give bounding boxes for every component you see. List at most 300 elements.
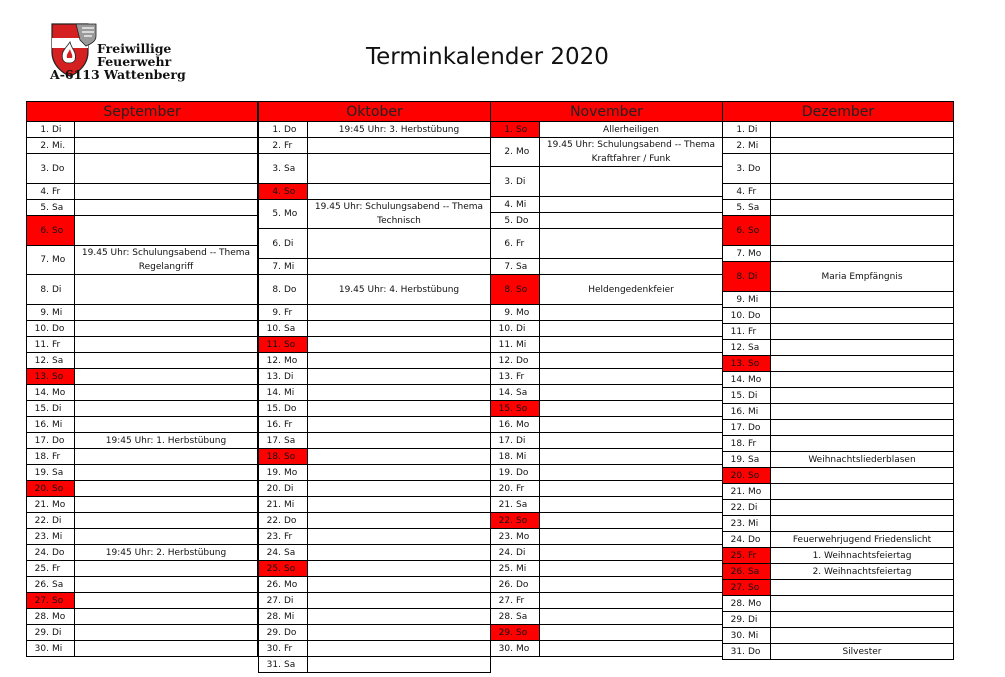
day-number: 28. bbox=[498, 611, 513, 622]
day-cell bbox=[491, 167, 540, 197]
table-row bbox=[491, 138, 723, 167]
table-row bbox=[259, 200, 491, 229]
table-row bbox=[723, 216, 954, 246]
table-row bbox=[723, 404, 954, 420]
day-cell bbox=[259, 417, 308, 433]
event-cell bbox=[540, 545, 723, 561]
day-cell bbox=[27, 200, 75, 216]
month-table-september bbox=[26, 101, 258, 657]
day-number: 5. bbox=[504, 215, 513, 226]
event-cell bbox=[75, 529, 258, 545]
event-cell bbox=[540, 641, 723, 657]
day-number: 12. bbox=[266, 355, 281, 366]
weekday-label: Fr bbox=[516, 595, 525, 606]
day-number: 22. bbox=[730, 502, 745, 513]
event-cell bbox=[540, 369, 723, 385]
day-cell bbox=[259, 229, 308, 259]
day-number: 2. bbox=[272, 140, 281, 151]
event-cell bbox=[540, 609, 723, 625]
event-cell bbox=[771, 404, 954, 420]
table-row bbox=[723, 452, 954, 468]
event-cell bbox=[540, 625, 723, 641]
day-cell bbox=[723, 484, 771, 500]
event-cell bbox=[75, 385, 258, 401]
weekday-label: Di bbox=[748, 390, 758, 401]
weekday-label: Fr bbox=[284, 419, 293, 430]
event-cell bbox=[75, 593, 258, 609]
table-row bbox=[723, 292, 954, 308]
fire-brigade-logo bbox=[50, 22, 186, 94]
month-table-november bbox=[490, 101, 723, 657]
day-cell bbox=[723, 532, 771, 548]
event-cell bbox=[308, 305, 491, 321]
day-number: 23. bbox=[498, 531, 513, 542]
weekday-label: Mi bbox=[516, 563, 527, 574]
table-row bbox=[491, 321, 723, 337]
weekday-label: Do bbox=[748, 534, 761, 545]
day-number: 12. bbox=[730, 342, 745, 353]
event-cell bbox=[771, 154, 954, 184]
day-number: 6. bbox=[736, 225, 745, 236]
weekday-label: Sa bbox=[516, 499, 528, 510]
weekday-label: Fr bbox=[748, 438, 757, 449]
event-cell bbox=[308, 465, 491, 481]
table-row bbox=[27, 401, 258, 417]
table-row bbox=[259, 641, 491, 657]
day-number: 13. bbox=[730, 358, 745, 369]
day-cell bbox=[491, 641, 540, 657]
day-number: 19. bbox=[498, 467, 513, 478]
day-number: 15. bbox=[266, 403, 281, 414]
event-cell bbox=[771, 420, 954, 436]
day-cell bbox=[259, 184, 308, 200]
table-row bbox=[723, 628, 954, 644]
table-row bbox=[723, 200, 954, 216]
day-number: 4. bbox=[272, 186, 281, 197]
event-cell: 19.45 Uhr: Schulungsabend -- Thema Technisch bbox=[308, 200, 491, 229]
event-cell bbox=[540, 481, 723, 497]
weekday-label: So bbox=[748, 582, 760, 593]
event-cell bbox=[308, 449, 491, 465]
weekday-label: Do bbox=[516, 355, 529, 366]
day-cell bbox=[491, 593, 540, 609]
weekday-label: Di bbox=[516, 547, 526, 558]
day-cell bbox=[259, 561, 308, 577]
weekday-label: Mi bbox=[52, 643, 63, 654]
weekday-label: Mi bbox=[748, 630, 759, 641]
day-number: 6. bbox=[504, 238, 513, 249]
event-cell bbox=[308, 433, 491, 449]
day-cell bbox=[27, 449, 75, 465]
weekday-label: Mo bbox=[284, 467, 298, 478]
day-cell bbox=[259, 259, 308, 275]
weekday-label: Fr bbox=[52, 339, 61, 350]
day-number: 27. bbox=[730, 582, 745, 593]
weekday-label: Mo bbox=[284, 579, 298, 590]
event-cell: 19.45 Uhr: Schulungsabend -- Thema Regelangriff bbox=[75, 246, 258, 275]
day-cell bbox=[27, 385, 75, 401]
event-cell bbox=[75, 369, 258, 385]
weekday-label: Do bbox=[284, 515, 297, 526]
weekday-label: Di bbox=[748, 124, 758, 135]
weekday-label: Mo bbox=[748, 486, 762, 497]
day-cell bbox=[491, 625, 540, 641]
weekday-label: Mo bbox=[52, 611, 66, 622]
day-cell bbox=[723, 262, 771, 292]
month-table-oktober bbox=[258, 101, 491, 673]
table-row bbox=[723, 532, 954, 548]
event-cell bbox=[771, 340, 954, 356]
event-cell bbox=[75, 138, 258, 154]
weekday-label: Di bbox=[284, 483, 294, 494]
day-cell bbox=[491, 122, 540, 138]
table-row bbox=[723, 420, 954, 436]
day-cell bbox=[27, 481, 75, 497]
event-cell bbox=[540, 337, 723, 353]
weekday-label: Di bbox=[52, 627, 62, 638]
event-cell bbox=[75, 353, 258, 369]
day-cell bbox=[27, 138, 75, 154]
table-row bbox=[259, 561, 491, 577]
day-number: 1. bbox=[736, 124, 745, 135]
event-cell bbox=[75, 337, 258, 353]
table-row bbox=[723, 246, 954, 262]
day-number: 23. bbox=[34, 531, 49, 542]
day-cell bbox=[723, 644, 771, 660]
event-cell bbox=[540, 497, 723, 513]
weekday-label: So bbox=[516, 627, 528, 638]
day-number: 28. bbox=[34, 611, 49, 622]
weekday-label: Mo bbox=[748, 374, 762, 385]
day-cell bbox=[491, 609, 540, 625]
day-number: 23. bbox=[730, 518, 745, 529]
day-number: 15. bbox=[730, 390, 745, 401]
day-number: 11. bbox=[498, 339, 513, 350]
weekday-label: Fr bbox=[284, 140, 293, 151]
event-cell bbox=[308, 353, 491, 369]
day-number: 14. bbox=[498, 387, 513, 398]
event-cell bbox=[540, 449, 723, 465]
day-number: 1. bbox=[272, 124, 281, 135]
table-row bbox=[491, 417, 723, 433]
table-row bbox=[259, 259, 491, 275]
weekday-label: Do bbox=[52, 435, 65, 446]
weekday-label: Sa bbox=[748, 454, 760, 465]
table-row bbox=[491, 337, 723, 353]
day-number: 5. bbox=[272, 209, 281, 219]
table-row bbox=[259, 529, 491, 545]
day-cell bbox=[259, 609, 308, 625]
event-cell bbox=[75, 577, 258, 593]
day-cell bbox=[259, 337, 308, 353]
day-cell bbox=[491, 433, 540, 449]
event-cell bbox=[75, 497, 258, 513]
table-row bbox=[27, 417, 258, 433]
event-cell bbox=[540, 213, 723, 229]
day-number: 12. bbox=[34, 355, 49, 366]
event-cell bbox=[540, 305, 723, 321]
day-cell bbox=[723, 292, 771, 308]
day-number: 17. bbox=[266, 435, 281, 446]
day-cell bbox=[723, 324, 771, 340]
day-cell bbox=[27, 122, 75, 138]
day-number: 5. bbox=[736, 202, 745, 213]
table-row bbox=[259, 609, 491, 625]
table-row bbox=[27, 529, 258, 545]
day-number: 29. bbox=[730, 614, 745, 625]
table-row bbox=[27, 246, 258, 275]
day-number: 4. bbox=[504, 199, 513, 210]
event-cell bbox=[540, 401, 723, 417]
day-number: 8. bbox=[736, 271, 745, 282]
day-cell bbox=[491, 561, 540, 577]
day-number: 10. bbox=[730, 310, 745, 321]
event-cell bbox=[771, 138, 954, 154]
event-cell bbox=[771, 356, 954, 372]
event-cell: 19:45 Uhr: 1. Herbstübung bbox=[75, 433, 258, 449]
weekday-label: Mi bbox=[748, 294, 759, 305]
day-cell bbox=[27, 577, 75, 593]
event-cell bbox=[771, 596, 954, 612]
day-number: 22. bbox=[498, 515, 513, 526]
weekday-label: Mi bbox=[516, 199, 527, 210]
day-number: 25. bbox=[498, 563, 513, 574]
weekday-label: So bbox=[284, 563, 296, 574]
day-number: 7. bbox=[504, 261, 513, 272]
day-number: 21. bbox=[498, 499, 513, 510]
day-number: 30. bbox=[730, 630, 745, 641]
weekday-label: Fr bbox=[516, 483, 525, 494]
table-row bbox=[259, 138, 491, 154]
day-cell bbox=[723, 200, 771, 216]
weekday-label: Di bbox=[52, 124, 62, 135]
event-cell bbox=[771, 324, 954, 340]
weekday-label: Do bbox=[516, 215, 529, 226]
day-number: 13. bbox=[266, 371, 281, 382]
weekday-label: Di bbox=[284, 595, 294, 606]
day-cell bbox=[723, 184, 771, 200]
day-number: 11. bbox=[266, 339, 281, 350]
event-cell bbox=[75, 122, 258, 138]
day-cell bbox=[27, 641, 75, 657]
day-number: 3. bbox=[272, 163, 281, 174]
weekday-label: Mi bbox=[748, 518, 759, 529]
table-row bbox=[259, 433, 491, 449]
day-number: 9. bbox=[40, 307, 49, 318]
day-number: 7. bbox=[40, 255, 49, 265]
day-number: 27. bbox=[266, 595, 281, 606]
day-cell bbox=[27, 593, 75, 609]
weekday-label: Sa bbox=[284, 435, 296, 446]
weekday-label: Mi bbox=[516, 451, 527, 462]
day-number: 8. bbox=[272, 284, 281, 295]
day-number: 31. bbox=[730, 646, 745, 657]
day-cell bbox=[723, 246, 771, 262]
day-cell bbox=[723, 548, 771, 564]
day-number: 11. bbox=[34, 339, 49, 350]
event-cell bbox=[540, 513, 723, 529]
table-row bbox=[27, 625, 258, 641]
weekday-label: Mi bbox=[52, 419, 63, 430]
table-row bbox=[491, 305, 723, 321]
table-row bbox=[491, 275, 723, 305]
weekday-label: Mo bbox=[52, 499, 66, 510]
table-row bbox=[723, 154, 954, 184]
event-cell: Feuerwehrjugend Friedenslicht bbox=[771, 532, 954, 548]
table-row bbox=[491, 497, 723, 513]
table-row bbox=[723, 262, 954, 292]
day-cell bbox=[723, 516, 771, 532]
event-cell bbox=[75, 305, 258, 321]
table-row bbox=[491, 259, 723, 275]
event-cell: 19:45 Uhr: 2. Herbstübung bbox=[75, 545, 258, 561]
event-cell bbox=[308, 513, 491, 529]
event-cell bbox=[75, 154, 258, 184]
table-row bbox=[27, 154, 258, 184]
day-number: 21. bbox=[730, 486, 745, 497]
weekday-label: Do bbox=[748, 163, 761, 174]
day-cell bbox=[491, 385, 540, 401]
day-number: 22. bbox=[266, 515, 281, 526]
event-cell bbox=[75, 481, 258, 497]
event-cell bbox=[771, 500, 954, 516]
weekday-label: Do bbox=[516, 579, 529, 590]
weekday-label: Fr bbox=[748, 186, 757, 197]
day-number: 24. bbox=[266, 547, 281, 558]
day-cell bbox=[491, 577, 540, 593]
weekday-label: Mi bbox=[284, 387, 295, 398]
table-row bbox=[491, 577, 723, 593]
table-row bbox=[259, 321, 491, 337]
weekday-label: Di bbox=[284, 371, 294, 382]
weekday-label: Mi. bbox=[52, 140, 66, 151]
event-cell bbox=[308, 657, 491, 673]
day-number: 14. bbox=[34, 387, 49, 398]
day-number: 21. bbox=[34, 499, 49, 510]
day-number: 23. bbox=[266, 531, 281, 542]
day-cell bbox=[491, 213, 540, 229]
day-cell bbox=[491, 497, 540, 513]
weekday-label: Sa bbox=[748, 342, 760, 353]
event-cell bbox=[308, 641, 491, 657]
table-row bbox=[27, 545, 258, 561]
event-cell: 1. Weihnachtsfeiertag bbox=[771, 548, 954, 564]
day-number: 22. bbox=[34, 515, 49, 526]
day-number: 15. bbox=[498, 403, 513, 414]
table-row bbox=[27, 138, 258, 154]
logo-line-2: Feuerwehr bbox=[97, 54, 172, 69]
day-cell bbox=[491, 138, 540, 167]
table-row bbox=[27, 369, 258, 385]
day-number: 16. bbox=[266, 419, 281, 430]
table-row bbox=[491, 449, 723, 465]
day-cell bbox=[491, 337, 540, 353]
weekday-label: Fr bbox=[52, 186, 61, 197]
day-cell bbox=[259, 385, 308, 401]
day-number: 19. bbox=[34, 467, 49, 478]
event-cell bbox=[771, 628, 954, 644]
day-cell bbox=[27, 497, 75, 513]
table-row bbox=[27, 385, 258, 401]
day-cell bbox=[259, 321, 308, 337]
event-cell bbox=[308, 184, 491, 200]
weekday-label: Di bbox=[516, 323, 526, 334]
weekday-label: Sa bbox=[748, 202, 760, 213]
weekday-label: Fr bbox=[748, 326, 757, 337]
event-cell bbox=[771, 372, 954, 388]
weekday-label: Fr bbox=[284, 643, 293, 654]
day-number: 27. bbox=[34, 595, 49, 606]
day-number: 25. bbox=[730, 550, 745, 561]
day-number: 30. bbox=[266, 643, 281, 654]
table-row bbox=[259, 481, 491, 497]
table-row bbox=[259, 513, 491, 529]
table-row bbox=[259, 369, 491, 385]
day-number: 29. bbox=[498, 627, 513, 638]
day-cell bbox=[259, 625, 308, 641]
event-cell bbox=[75, 641, 258, 657]
day-number: 3. bbox=[736, 163, 745, 174]
month-header: November bbox=[491, 102, 723, 122]
weekday-label: Do bbox=[748, 310, 761, 321]
weekday-label: So bbox=[52, 371, 64, 382]
weekday-label: Fr bbox=[516, 238, 525, 249]
table-row bbox=[491, 122, 723, 138]
weekday-label: Mo bbox=[284, 355, 298, 366]
table-row bbox=[259, 353, 491, 369]
table-row bbox=[259, 417, 491, 433]
day-number: 11. bbox=[730, 326, 745, 337]
day-number: 12. bbox=[498, 355, 513, 366]
event-cell bbox=[75, 513, 258, 529]
event-cell bbox=[771, 216, 954, 246]
weekday-label: Di bbox=[52, 284, 62, 295]
table-row bbox=[491, 481, 723, 497]
table-row bbox=[259, 305, 491, 321]
table-row bbox=[27, 561, 258, 577]
event-cell bbox=[75, 417, 258, 433]
weekday-label: Di bbox=[52, 515, 62, 526]
event-cell bbox=[308, 481, 491, 497]
day-number: 17. bbox=[34, 435, 49, 446]
event-cell bbox=[75, 609, 258, 625]
weekday-label: Fr bbox=[516, 371, 525, 382]
table-row bbox=[723, 580, 954, 596]
weekday-label: Mi bbox=[284, 261, 295, 272]
weekday-label: Sa bbox=[516, 611, 528, 622]
weekday-label: So bbox=[52, 483, 64, 494]
table-row bbox=[27, 577, 258, 593]
event-cell bbox=[75, 321, 258, 337]
day-number: 6. bbox=[40, 225, 49, 236]
weekday-label: Mi bbox=[516, 339, 527, 350]
day-cell bbox=[259, 465, 308, 481]
weekday-label: Fr bbox=[748, 550, 757, 561]
weekday-label: Do bbox=[52, 323, 65, 334]
event-cell bbox=[540, 353, 723, 369]
table-row bbox=[27, 465, 258, 481]
day-number: 17. bbox=[498, 435, 513, 446]
day-number: 18. bbox=[730, 438, 745, 449]
event-cell bbox=[308, 577, 491, 593]
table-row bbox=[723, 308, 954, 324]
table-row bbox=[27, 321, 258, 337]
table-row bbox=[259, 577, 491, 593]
table-row bbox=[27, 184, 258, 200]
day-cell bbox=[491, 305, 540, 321]
day-number: 19. bbox=[266, 467, 281, 478]
day-cell bbox=[723, 468, 771, 484]
